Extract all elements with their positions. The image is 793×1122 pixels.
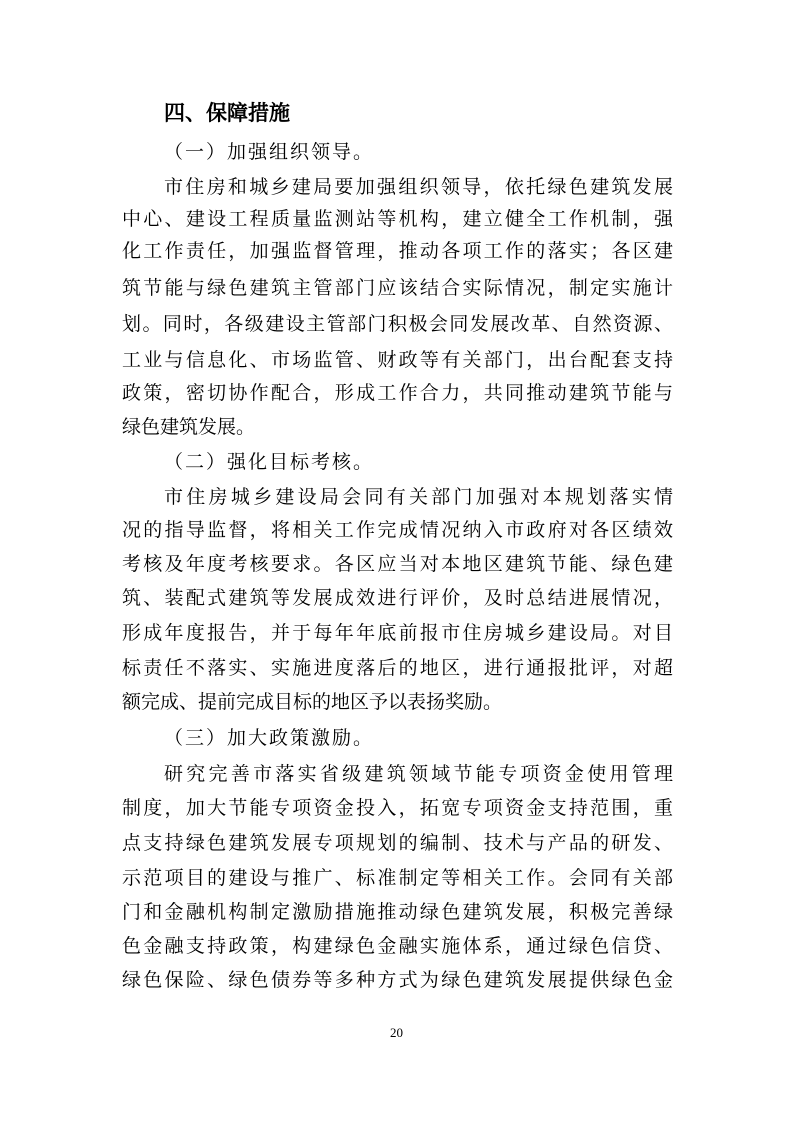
paragraph-line: 筑节能与绿色建筑主管部门应该结合实际情况，制定实施计 bbox=[122, 277, 673, 299]
paragraph-line: 中心、建设工程质量监测站等机构，建立健全工作机制，强 bbox=[122, 208, 673, 230]
paragraph-line: 考核及年度考核要求。各区应当对本地区建筑节能、绿色建 bbox=[122, 553, 673, 575]
paragraph-line: 工业与信息化、市场监管、财政等有关部门，出台配套支持 bbox=[122, 349, 673, 371]
paragraph-line: 市住房和城乡建局要加强组织领导，依托绿色建筑发展 bbox=[164, 176, 673, 198]
section-heading: 四、保障措施 bbox=[164, 101, 290, 125]
paragraph-line: 标责任不落实、实施进度落后的地区，进行通报批评，对超 bbox=[122, 657, 673, 679]
paragraph-line: 况的指导监督，将相关工作完成情况纳入市政府对各区绩效 bbox=[122, 519, 673, 541]
paragraph-line: 点支持绿色建筑发展专项规划的编制、技术与产品的研发、 bbox=[122, 832, 673, 854]
paragraph-line: 色金融支持政策，构建绿色金融实施体系，通过绿色信贷、 bbox=[122, 935, 673, 957]
paragraph-line: 政策，密切协作配合，形成工作合力，共同推动建筑节能与 bbox=[122, 382, 673, 404]
paragraph-line: 划。同时，各级建设主管部门积极会同发展改革、自然资源、 bbox=[122, 313, 673, 335]
page-number: 20 bbox=[390, 1025, 403, 1040]
paragraph-line: 绿色建筑发展。 bbox=[122, 416, 256, 438]
paragraph-line: 绿色保险、绿色债券等多种方式为绿色建筑发展提供绿色金 bbox=[122, 969, 673, 991]
paragraph-line: 研究完善市落实省级建筑领域节能专项资金使用管理 bbox=[164, 763, 673, 785]
paragraph-line: 筑、装配式建筑等发展成效进行评价，及时总结进展情况， bbox=[122, 587, 673, 609]
paragraph-line: 市住房城乡建设局会同有关部门加强对本规划落实情 bbox=[164, 486, 673, 508]
paragraph-line: 额完成、提前完成目标的地区予以表扬奖励。 bbox=[122, 691, 503, 713]
subsection-title-1: （一）加强组织领导。 bbox=[164, 141, 375, 163]
paragraph-line: 门和金融机构制定激励措施推动绿色建筑发展，积极完善绿 bbox=[122, 901, 673, 923]
subsection-title-2: （二）强化目标考核。 bbox=[164, 451, 375, 473]
paragraph-line: 制度，加大节能专项资金投入，拓宽专项资金支持范围，重 bbox=[122, 797, 673, 819]
paragraph-line: 形成年度报告，并于每年年底前报市住房城乡建设局。对目 bbox=[122, 622, 673, 644]
paragraph-line: 化工作责任，加强监督管理，推动各项工作的落实；各区建 bbox=[122, 240, 673, 262]
paragraph-line: 示范项目的建设与推广、标准制定等相关工作。会同有关部 bbox=[122, 867, 673, 889]
subsection-title-3: （三）加大政策激励。 bbox=[164, 727, 375, 749]
